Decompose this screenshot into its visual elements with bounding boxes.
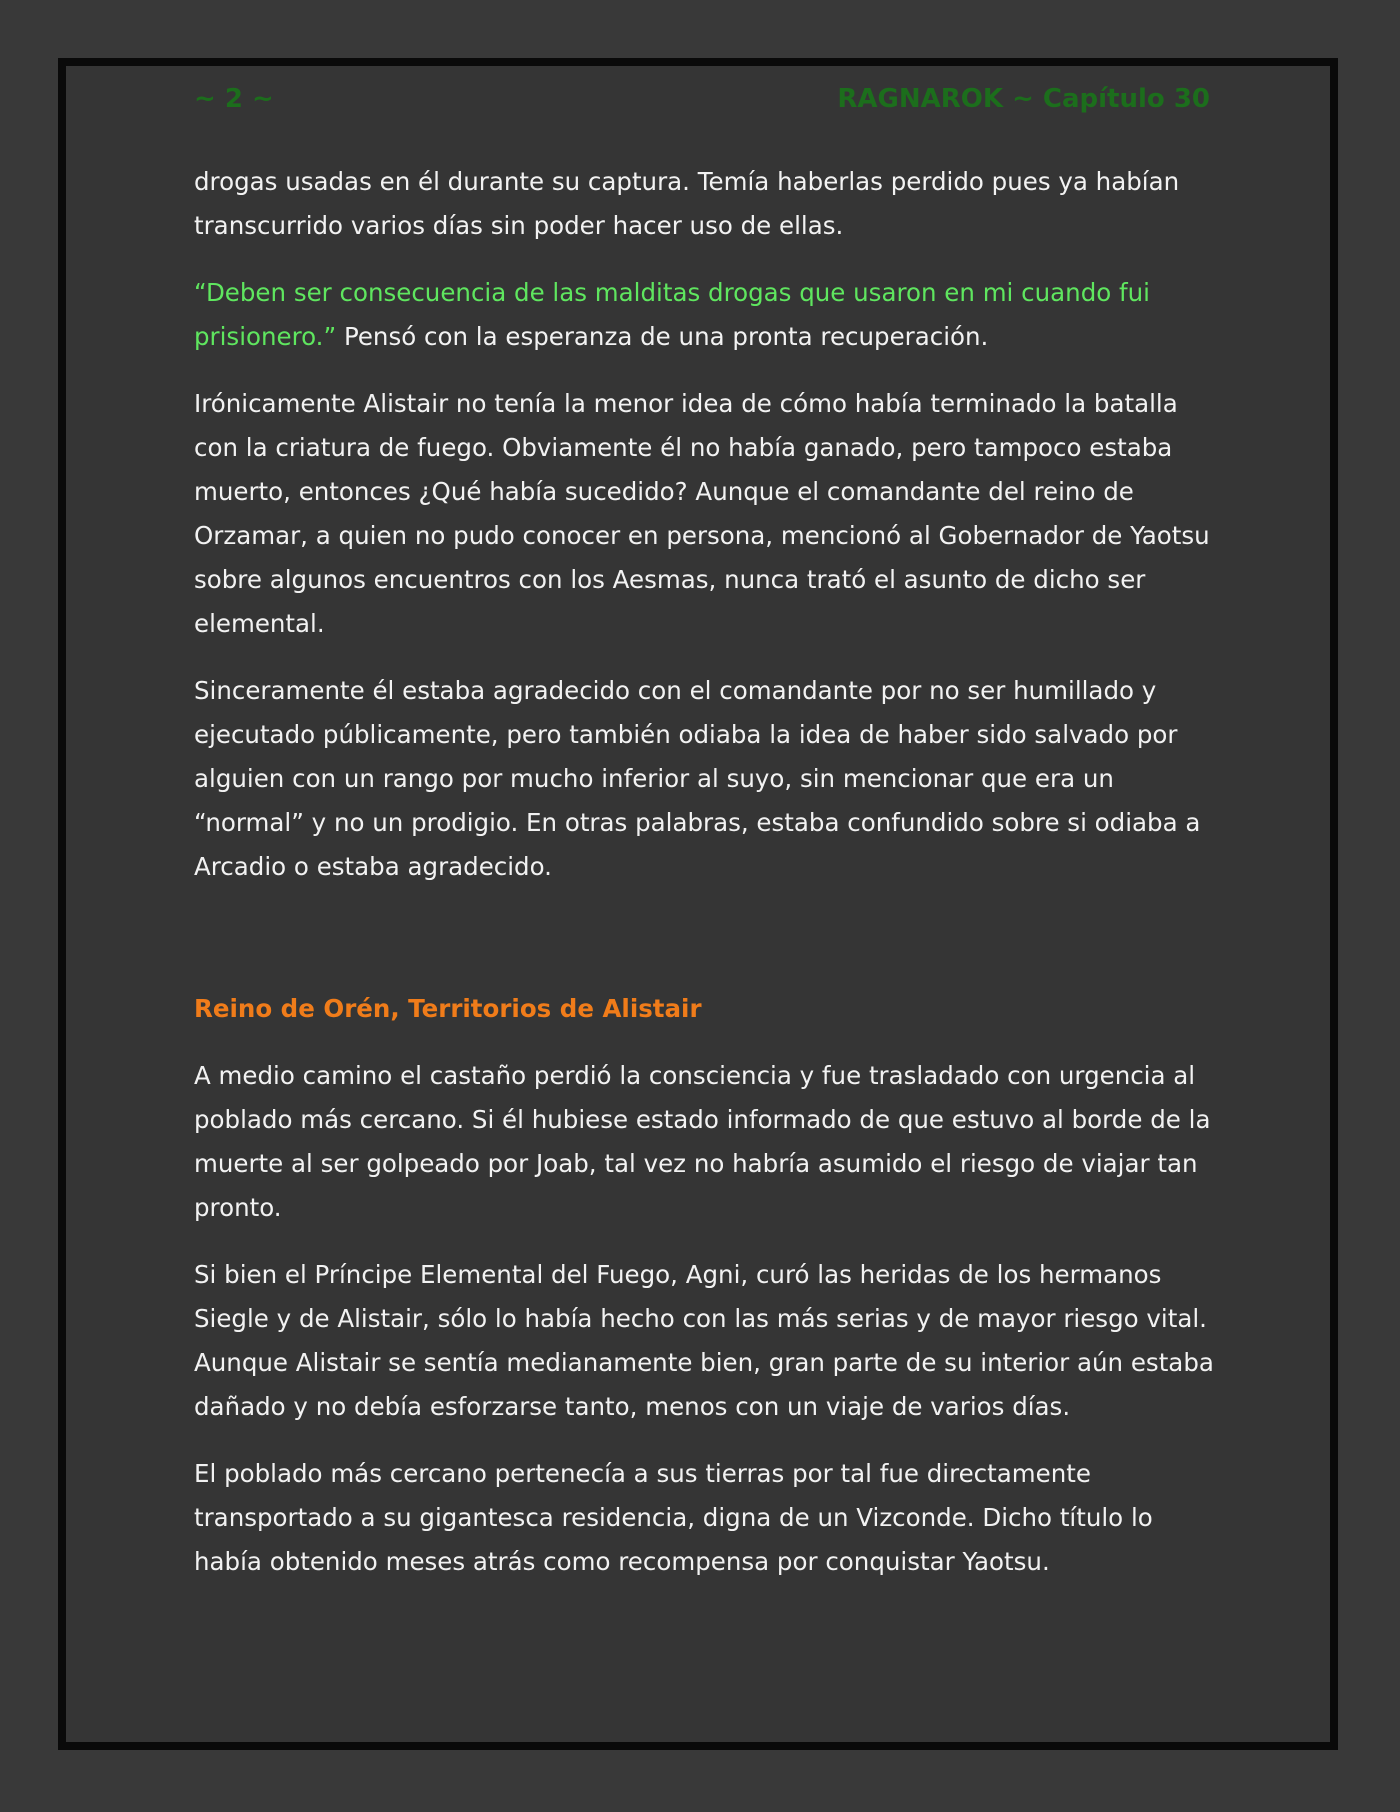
section-heading: Reino de Orén, Territorios de Alistair: [194, 994, 702, 1023]
paragraph-2: [194, 271, 1214, 359]
paragraph-4: Sinceramente él estaba agradecido con el comandante por no ser humillado y ejecutado públicamente, pero también odiaba la idea de haber sido salvado por alguien con un rango por mucho inferior al suyo, sin mencionar que era un “normal” y no un prodigio. En otras palabras, estaba confundido sobre si odiaba a Arcadio o estaba agradecido.: [194, 676, 1201, 881]
page-number: ~ 2 ~: [194, 84, 274, 114]
paragraph-7: El poblado más cercano pertenecía a sus tierras por tal fue directamente transportado a su gigantesca residencia, digna de un Vizconde. Dicho título lo había obtenido meses atrás como recompensa por conquistar Yaotsu.: [194, 1459, 1153, 1576]
paragraph-3: Irónicamente Alistair no tenía la menor idea de cómo había terminado la batalla con la criatura de fuego. Obviamente él no había ganado, pero tampoco estaba muerto, entonces ¿Qué había sucedido? Aunque el comandante del reino de Orzamar, a quien no pudo conocer en persona, mencionó al Gobernador de Yaotsu sobre algunos encuentros con los Aesmas, nunca trató el asunto de dicho ser elemental.: [194, 389, 1210, 638]
paragraph-1: drogas usadas en él durante su captura. Temía haberlas perdido pues ya habían transcurrido varios días sin poder hacer uso de ellas.: [194, 167, 1180, 240]
page-header: [190, 84, 1210, 120]
character-thought: “Deben ser consecuencia de las malditas drogas que usaron en mi cuando fui prisionero.”: [194, 278, 1150, 351]
running-title: RAGNAROK ~ Capítulo 30: [837, 84, 1210, 114]
page-body: [194, 160, 1214, 1607]
paragraph-6: Si bien el Príncipe Elemental del Fuego, Agni, curó las heridas de los hermanos Siegle y de Alistair, sólo lo había hecho con las más serias y de mayor riesgo vital. Aunque Alistair se sentía medianamente bien, gran parte de su interior aún estaba dañado y no debía esforzarse tanto, menos con un viaje de varios días.: [194, 1260, 1214, 1421]
paragraph-2-rest: Pensó con la esperanza de una pronta recuperación.: [336, 322, 989, 351]
paragraph-5: A medio camino el castaño perdió la consciencia y fue trasladado con urgencia al poblado más cercano. Si él hubiese estado informado de que estuvo al borde de la muerte al ser golpeado por Joab, tal vez no habría asumido el riesgo de viajar tan pronto.: [194, 1061, 1211, 1222]
